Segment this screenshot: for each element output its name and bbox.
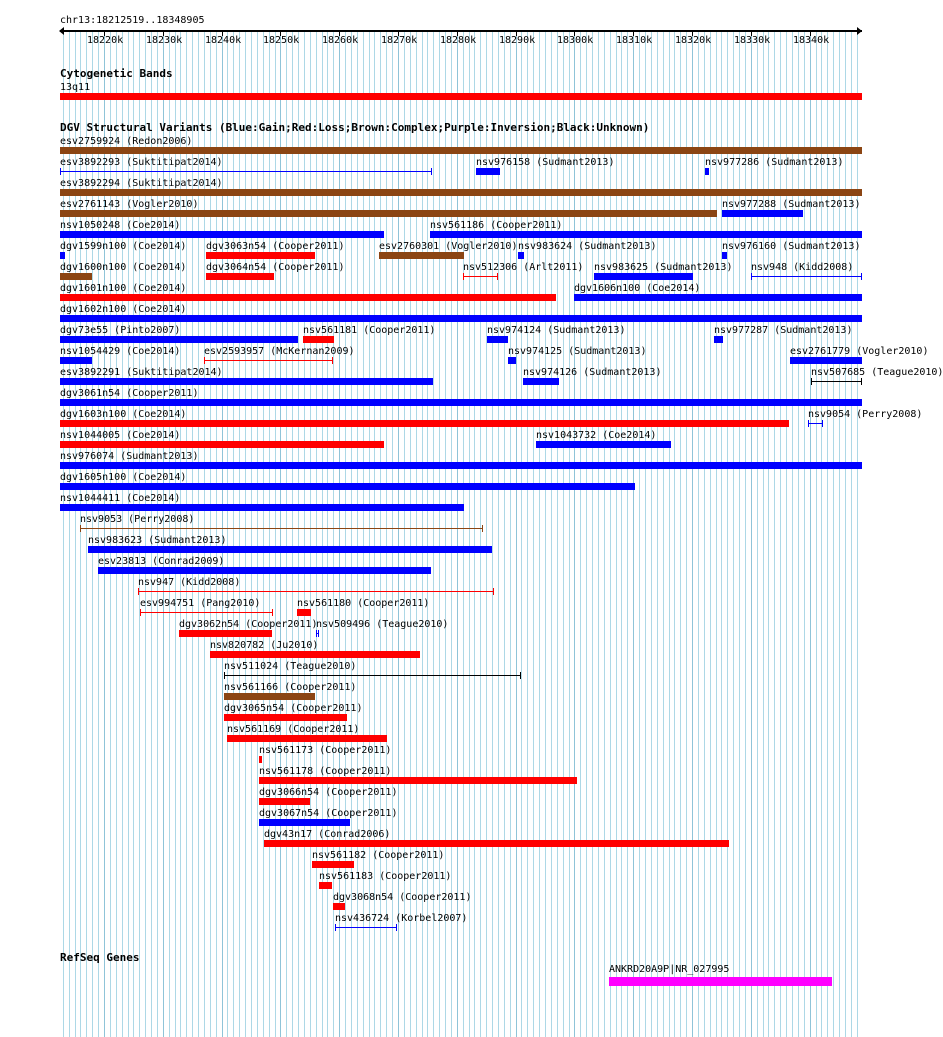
ruler-tick-label: 18230k bbox=[146, 35, 183, 46]
refseq-track-title: RefSeq Genes bbox=[60, 951, 140, 964]
dgv-feature-line[interactable] bbox=[335, 927, 397, 928]
dgv-feature-cap bbox=[861, 273, 862, 280]
dgv-feature-bar[interactable] bbox=[60, 462, 862, 469]
dgv-feature-bar[interactable] bbox=[60, 420, 789, 427]
dgv-feature-label: esv23813 (Conrad2009) bbox=[98, 556, 225, 567]
dgv-feature-bar[interactable] bbox=[88, 546, 492, 553]
dgv-feature-bar[interactable] bbox=[224, 693, 315, 700]
dgv-feature-label: nsv948 (Kidd2008) bbox=[751, 262, 854, 273]
dgv-feature-cap bbox=[482, 525, 483, 532]
dgv-feature-label: nsv983623 (Sudmant2013) bbox=[88, 535, 227, 546]
dgv-feature-bar[interactable] bbox=[60, 378, 433, 385]
ruler-right-arrow-icon[interactable] bbox=[857, 27, 862, 35]
dgv-feature-cap bbox=[808, 420, 809, 427]
dgv-feature-line[interactable] bbox=[60, 171, 432, 172]
dgv-feature-label: dgv1601n100 (Coe2014) bbox=[60, 283, 187, 294]
dgv-feature-cap bbox=[431, 168, 432, 175]
dgv-feature-bar[interactable] bbox=[722, 252, 727, 259]
dgv-feature-label: nsv977288 (Sudmant2013) bbox=[722, 199, 861, 210]
dgv-feature-bar[interactable] bbox=[594, 273, 693, 280]
dgv-feature-bar[interactable] bbox=[259, 756, 262, 763]
dgv-feature-bar[interactable] bbox=[319, 882, 332, 889]
dgv-feature-label: nsv1044005 (Coe2014) bbox=[60, 430, 181, 441]
dgv-feature-bar[interactable] bbox=[508, 357, 516, 364]
refseq-gene-bar[interactable] bbox=[609, 977, 832, 986]
dgv-feature-label: nsv9054 (Perry2008) bbox=[808, 409, 923, 420]
dgv-feature-bar[interactable] bbox=[60, 315, 862, 322]
dgv-feature-bar[interactable] bbox=[430, 231, 862, 238]
ruler-tick-label: 18250k bbox=[263, 35, 300, 46]
dgv-feature-line[interactable] bbox=[808, 423, 823, 424]
dgv-feature-label: nsv507685 (Teague2010) bbox=[811, 367, 943, 378]
dgv-feature-label: nsv1050248 (Coe2014) bbox=[60, 220, 181, 231]
dgv-feature-bar[interactable] bbox=[722, 210, 803, 217]
ruler-tick-label: 18340k bbox=[793, 35, 830, 46]
dgv-feature-cap bbox=[396, 924, 397, 931]
dgv-feature-bar[interactable] bbox=[487, 336, 508, 343]
dgv-feature-label: dgv1600n100 (Coe2014) bbox=[60, 262, 187, 273]
dgv-feature-label: nsv976074 (Sudmant2013) bbox=[60, 451, 199, 462]
dgv-feature-label: esv3892293 (Suktitipat2014) bbox=[60, 157, 223, 168]
dgv-feature-cap bbox=[335, 924, 336, 931]
dgv-feature-cap bbox=[60, 168, 61, 175]
dgv-feature-label: nsv976158 (Sudmant2013) bbox=[476, 157, 615, 168]
dgv-feature-bar[interactable] bbox=[60, 294, 556, 301]
dgv-feature-cap bbox=[811, 378, 812, 385]
dgv-feature-bar[interactable] bbox=[312, 861, 354, 868]
dgv-feature-label: nsv977286 (Sudmant2013) bbox=[705, 157, 844, 168]
dgv-feature-label: nsv511024 (Teague2010) bbox=[224, 661, 357, 672]
dgv-feature-cap bbox=[861, 378, 862, 385]
dgv-feature-bar[interactable] bbox=[60, 399, 862, 406]
dgv-feature-label: nsv977287 (Sudmant2013) bbox=[714, 325, 853, 336]
ruler-tick-label: 18240k bbox=[205, 35, 242, 46]
dgv-feature-label: dgv3065n54 (Cooper2011) bbox=[224, 703, 363, 714]
dgv-feature-label: nsv509496 (Teague2010) bbox=[316, 619, 449, 630]
dgv-feature-label: esv3892294 (Suktitipat2014) bbox=[60, 178, 223, 189]
dgv-feature-line[interactable] bbox=[138, 591, 494, 592]
region-label: chr13:18212519..18348905 bbox=[60, 15, 205, 26]
dgv-feature-label: esv2593957 (McKernan2009) bbox=[204, 346, 355, 357]
dgv-feature-label: nsv947 (Kidd2008) bbox=[138, 577, 241, 588]
dgv-feature-cap bbox=[463, 273, 464, 280]
ruler-tick-label: 18280k bbox=[440, 35, 477, 46]
ruler-tick-label: 18260k bbox=[322, 35, 359, 46]
ruler-tick-label: 18270k bbox=[381, 35, 418, 46]
dgv-feature-bar[interactable] bbox=[264, 840, 729, 847]
dgv-feature-bar[interactable] bbox=[518, 252, 524, 259]
dgv-feature-cap bbox=[751, 273, 752, 280]
dgv-feature-bar[interactable] bbox=[259, 819, 350, 826]
dgv-feature-label: nsv561178 (Cooper2011) bbox=[259, 766, 392, 777]
dgv-feature-bar[interactable] bbox=[60, 483, 635, 490]
dgv-feature-cap bbox=[822, 420, 823, 427]
dgv-feature-label: dgv1603n100 (Coe2014) bbox=[60, 409, 187, 420]
dgv-feature-line[interactable] bbox=[463, 276, 498, 277]
dgv-feature-bar[interactable] bbox=[60, 357, 92, 364]
dgv-feature-bar[interactable] bbox=[60, 504, 464, 511]
cytoband-label: 13q11 bbox=[60, 82, 91, 93]
dgv-feature-label: nsv561182 (Cooper2011) bbox=[312, 850, 445, 861]
dgv-feature-bar[interactable] bbox=[297, 609, 311, 616]
dgv-feature-bar[interactable] bbox=[98, 567, 431, 574]
dgv-feature-bar[interactable] bbox=[790, 357, 862, 364]
ruler-axis[interactable] bbox=[60, 30, 862, 32]
dgv-feature-bar[interactable] bbox=[210, 651, 420, 658]
ruler-left-arrow-icon[interactable] bbox=[59, 27, 64, 35]
dgv-feature-cap bbox=[493, 588, 494, 595]
dgv-feature-bar[interactable] bbox=[259, 798, 310, 805]
dgv-feature-label: nsv983625 (Sudmant2013) bbox=[594, 262, 733, 273]
dgv-feature-label: nsv974126 (Sudmant2013) bbox=[523, 367, 662, 378]
dgv-feature-label: esv3892291 (Suktitipat2014) bbox=[60, 367, 223, 378]
ruler-tick-label: 18320k bbox=[675, 35, 712, 46]
dgv-feature-cap bbox=[272, 609, 273, 616]
dgv-feature-label: nsv1054429 (Coe2014) bbox=[60, 346, 181, 357]
dgv-feature-cap bbox=[316, 630, 317, 637]
dgv-feature-bar[interactable] bbox=[224, 714, 347, 721]
dgv-feature-label: nsv983624 (Sudmant2013) bbox=[518, 241, 657, 252]
dgv-feature-cap bbox=[80, 525, 81, 532]
dgv-feature-label: nsv512306 (Arlt2011) bbox=[463, 262, 584, 273]
refseq-gene-label: ANKRD20A9P|NR_027995 bbox=[609, 964, 730, 975]
dgv-feature-label: esv2761143 (Vogler2010) bbox=[60, 199, 199, 210]
dgv-feature-label: dgv1602n100 (Coe2014) bbox=[60, 304, 187, 315]
dgv-feature-bar[interactable] bbox=[60, 252, 65, 259]
dgv-feature-label: dgv73e55 (Pinto2007) bbox=[60, 325, 181, 336]
dgv-feature-label: dgv1606n100 (Coe2014) bbox=[574, 283, 701, 294]
dgv-feature-bar[interactable] bbox=[259, 777, 577, 784]
dgv-feature-cap bbox=[318, 630, 319, 637]
dgv-feature-label: nsv436724 (Korbel2007) bbox=[335, 913, 468, 924]
dgv-feature-line[interactable] bbox=[811, 381, 862, 382]
dgv-feature-label: dgv3068n54 (Cooper2011) bbox=[333, 892, 472, 903]
dgv-feature-bar[interactable] bbox=[476, 168, 500, 175]
dgv-feature-line[interactable] bbox=[80, 528, 483, 529]
dgv-feature-cap bbox=[497, 273, 498, 280]
dgv-feature-bar[interactable] bbox=[60, 210, 717, 217]
dgv-feature-label: nsv561169 (Cooper2011) bbox=[227, 724, 360, 735]
dgv-feature-cap bbox=[224, 672, 225, 679]
dgv-feature-label: esv2761779 (Vogler2010) bbox=[790, 346, 929, 357]
cytoband-track-title: Cytogenetic Bands bbox=[60, 67, 173, 80]
dgv-feature-cap bbox=[332, 357, 333, 364]
dgv-feature-bar[interactable] bbox=[333, 903, 345, 910]
ruler-tick-label: 18330k bbox=[734, 35, 771, 46]
dgv-feature-bar[interactable] bbox=[179, 630, 272, 637]
dgv-feature-bar[interactable] bbox=[60, 336, 298, 343]
dgv-feature-label: nsv561173 (Cooper2011) bbox=[259, 745, 392, 756]
dgv-feature-label: nsv561166 (Cooper2011) bbox=[224, 682, 357, 693]
dgv-feature-label: esv2760301 (Vogler2010) bbox=[379, 241, 518, 252]
ruler-tick-label: 18220k bbox=[87, 35, 124, 46]
dgv-track-title: DGV Structural Variants (Blue:Gain;Red:Loss;Brown:Complex;Purple:Inversion;Black:Unknown) bbox=[60, 121, 650, 134]
dgv-feature-line[interactable] bbox=[751, 276, 862, 277]
dgv-feature-bar[interactable] bbox=[60, 441, 384, 448]
dgv-feature-bar[interactable] bbox=[227, 735, 387, 742]
dgv-feature-label: dgv1605n100 (Coe2014) bbox=[60, 472, 187, 483]
dgv-feature-bar[interactable] bbox=[60, 231, 384, 238]
dgv-feature-bar[interactable] bbox=[379, 252, 464, 259]
dgv-feature-line[interactable] bbox=[140, 612, 273, 613]
dgv-feature-bar[interactable] bbox=[523, 378, 559, 385]
ruler-tick-label: 18310k bbox=[616, 35, 653, 46]
dgv-feature-label: dgv3061n54 (Cooper2011) bbox=[60, 388, 199, 399]
dgv-feature-cap bbox=[520, 672, 521, 679]
dgv-feature-label: nsv561186 (Cooper2011) bbox=[430, 220, 563, 231]
dgv-feature-label: dgv1599n100 (Coe2014) bbox=[60, 241, 187, 252]
dgv-feature-label: esv2759924 (Redon2006) bbox=[60, 136, 193, 147]
dgv-feature-cap bbox=[138, 588, 139, 595]
dgv-feature-label: nsv974124 (Sudmant2013) bbox=[487, 325, 626, 336]
dgv-feature-bar[interactable] bbox=[714, 336, 723, 343]
dgv-feature-bar[interactable] bbox=[705, 168, 709, 175]
dgv-feature-line[interactable] bbox=[224, 675, 521, 676]
cytoband-bar[interactable] bbox=[60, 93, 862, 100]
dgv-feature-label: dgv3062n54 (Cooper2011) bbox=[179, 619, 318, 630]
dgv-feature-label: dgv3066n54 (Cooper2011) bbox=[259, 787, 398, 798]
ruler-tick-label: 18290k bbox=[499, 35, 536, 46]
dgv-feature-label: nsv561180 (Cooper2011) bbox=[297, 598, 430, 609]
dgv-feature-label: nsv820782 (Ju2010) bbox=[210, 640, 319, 651]
dgv-feature-bar[interactable] bbox=[536, 441, 671, 448]
ruler-tick-label: 18300k bbox=[557, 35, 594, 46]
dgv-feature-bar[interactable] bbox=[574, 294, 862, 301]
dgv-feature-label: nsv976160 (Sudmant2013) bbox=[722, 241, 861, 252]
dgv-feature-bar[interactable] bbox=[206, 273, 274, 280]
dgv-feature-label: nsv561183 (Cooper2011) bbox=[319, 871, 452, 882]
dgv-feature-bar[interactable] bbox=[60, 147, 862, 154]
dgv-feature-label: dgv3063n54 (Cooper2011) bbox=[206, 241, 345, 252]
dgv-feature-label: nsv1044411 (Coe2014) bbox=[60, 493, 181, 504]
dgv-feature-cap bbox=[204, 357, 205, 364]
dgv-feature-bar[interactable] bbox=[60, 273, 92, 280]
dgv-feature-label: esv994751 (Pang2010) bbox=[140, 598, 261, 609]
dgv-feature-label: nsv561181 (Cooper2011) bbox=[303, 325, 436, 336]
dgv-feature-cap bbox=[140, 609, 141, 616]
dgv-feature-label: nsv974125 (Sudmant2013) bbox=[508, 346, 647, 357]
dgv-feature-bar[interactable] bbox=[60, 189, 862, 196]
dgv-feature-label: dgv3067n54 (Cooper2011) bbox=[259, 808, 398, 819]
dgv-feature-bar[interactable] bbox=[206, 252, 315, 259]
dgv-feature-bar[interactable] bbox=[303, 336, 334, 343]
dgv-feature-label: nsv1043732 (Coe2014) bbox=[536, 430, 657, 441]
dgv-feature-label: dgv43n17 (Conrad2006) bbox=[264, 829, 391, 840]
dgv-feature-label: nsv9053 (Perry2008) bbox=[80, 514, 195, 525]
dgv-feature-label: dgv3064n54 (Cooper2011) bbox=[206, 262, 345, 273]
dgv-feature-line[interactable] bbox=[204, 360, 333, 361]
